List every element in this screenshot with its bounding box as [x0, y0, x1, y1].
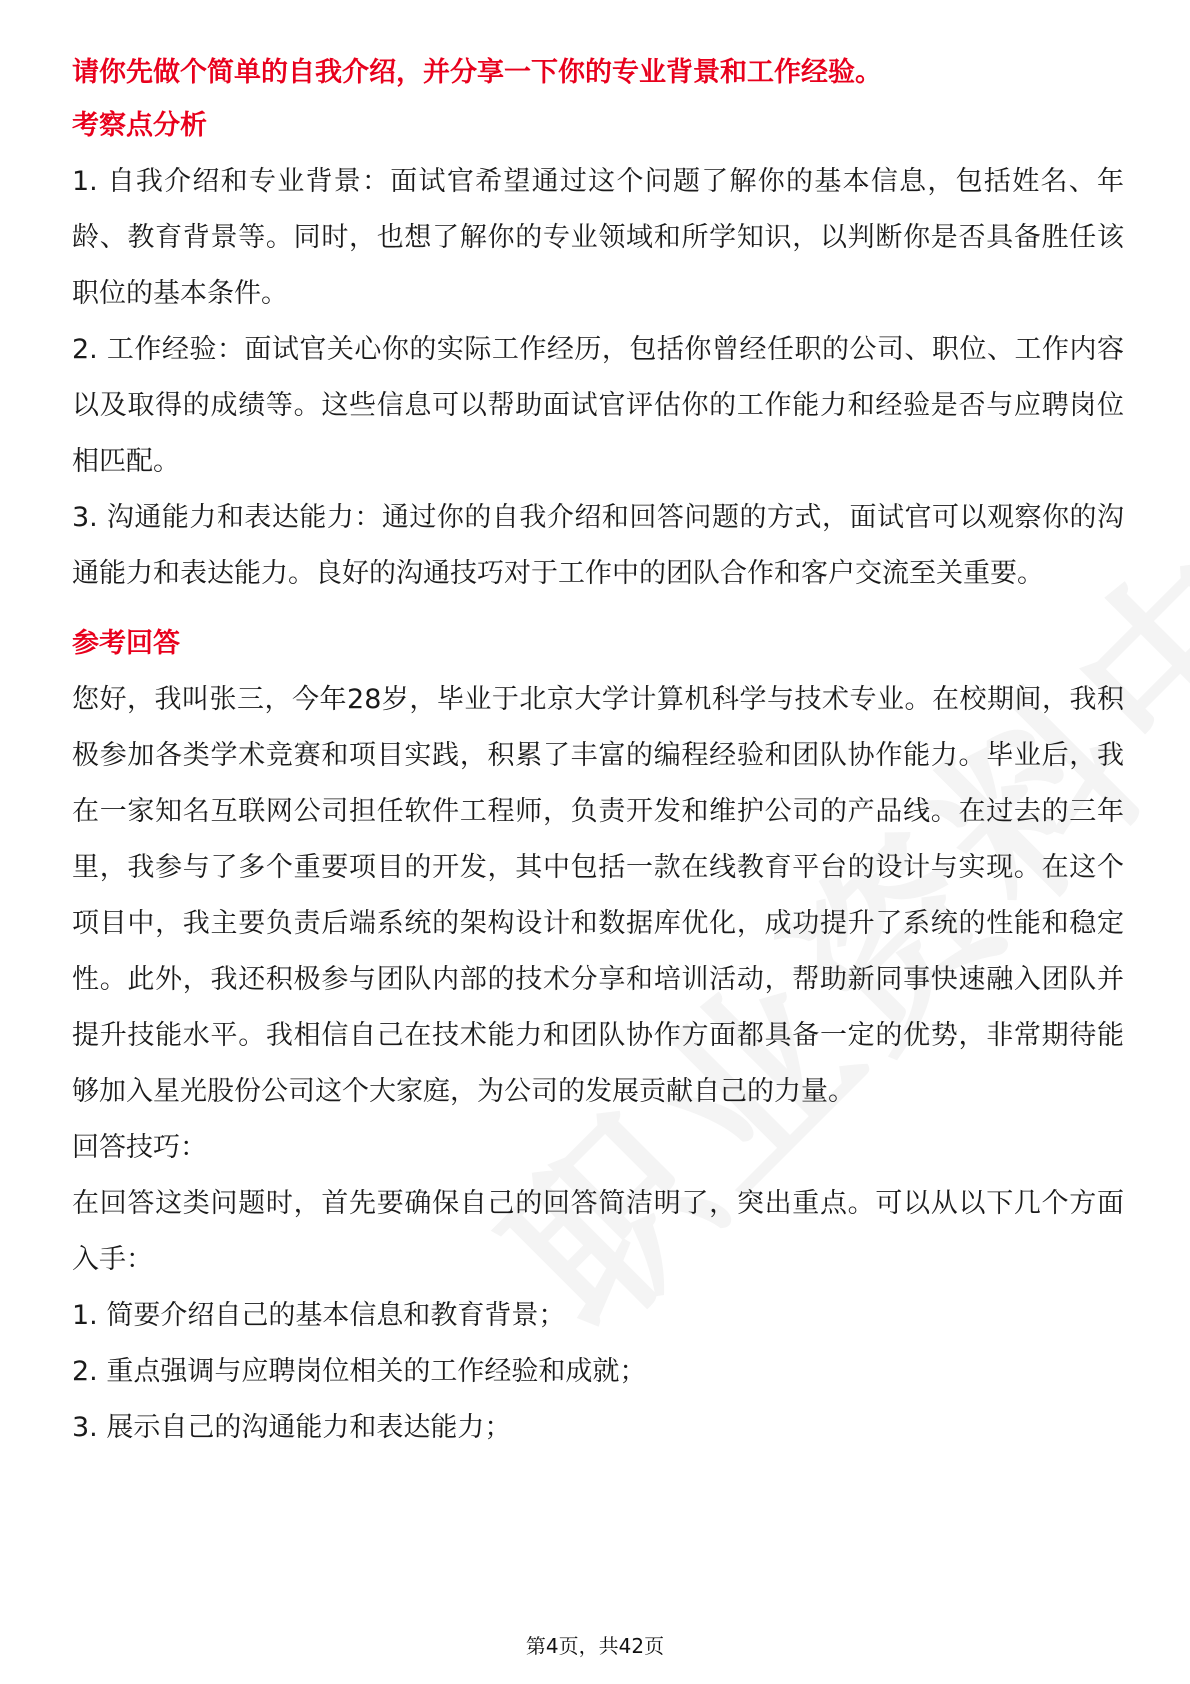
reference-title: 参考回答: [72, 628, 180, 659]
tip-item-1: 1. 简要介绍自己的基本信息和教育背景；: [72, 1300, 566, 1331]
tip-item-2: 2. 重点强调与应聘岗位相关的工作经验和成就；: [72, 1356, 647, 1387]
tips-label: 回答技巧：: [72, 1132, 207, 1163]
analysis-point-2: 2. 工作经验：面试官关心你的实际工作经历，包括你曾经任职的公司、职位、工作内容以及取得的成绩等。这些信息可以帮助面试官评估你的工作能力和经验是否与应聘岗位相匹配。: [72, 334, 1124, 477]
analysis-title: 考察点分析: [72, 110, 207, 141]
tip-item-3: 3. 展示自己的沟通能力和表达能力；: [72, 1412, 512, 1443]
analysis-point-3: 3. 沟通能力和表达能力：通过你的自我介绍和回答问题的方式，面试官可以观察你的沟通能力和表达能力。良好的沟通技巧对于工作中的团队合作和客户交流至关重要。: [72, 502, 1124, 589]
reference-answer: 您好，我叫张三，今年28岁，毕业于北京大学计算机科学与技术专业。在校期间，我积极参加各类学术竞赛和项目实践，积累了丰富的编程经验和团队协作能力。毕业后，我在一家知名互联网公司担任软件工程师，负责开发和维护公司的产品线。在过去的三年里，我参与了多个重要项目的开发，其中包括一款在线教育平台的设计与实现。在这个项目中，我主要负责后端系统的架构设计和数据库优化，成功提升了系统的性能和稳定性。此外，我还积极参与团队内部的技术分享和培训活动，帮助新同事快速融入团队并提升技能水平。我相信自己在技术能力和团队协作方面都具备一定的优势，非常期待能够加入星光股份公司这个大家庭，为公司的发展贡献自己的力量。: [72, 684, 1124, 1107]
document-page: [72, 48, 1124, 1456]
question-heading: 请你先做个简单的自我介绍，并分享一下你的专业背景和工作经验。: [72, 57, 882, 88]
tips-intro: 在回答这类问题时，首先要确保自己的回答简洁明了，突出重点。可以从以下几个方面入手：: [72, 1188, 1124, 1275]
page-number: 第4页，共42页: [525, 1634, 665, 1658]
analysis-point-1: 1. 自我介绍和专业背景：面试官希望通过这个问题了解你的基本信息，包括姓名、年龄、教育背景等。同时，也想了解你的专业领域和所学知识，以判断你是否具备胜任该职位的基本条件。: [72, 166, 1124, 309]
